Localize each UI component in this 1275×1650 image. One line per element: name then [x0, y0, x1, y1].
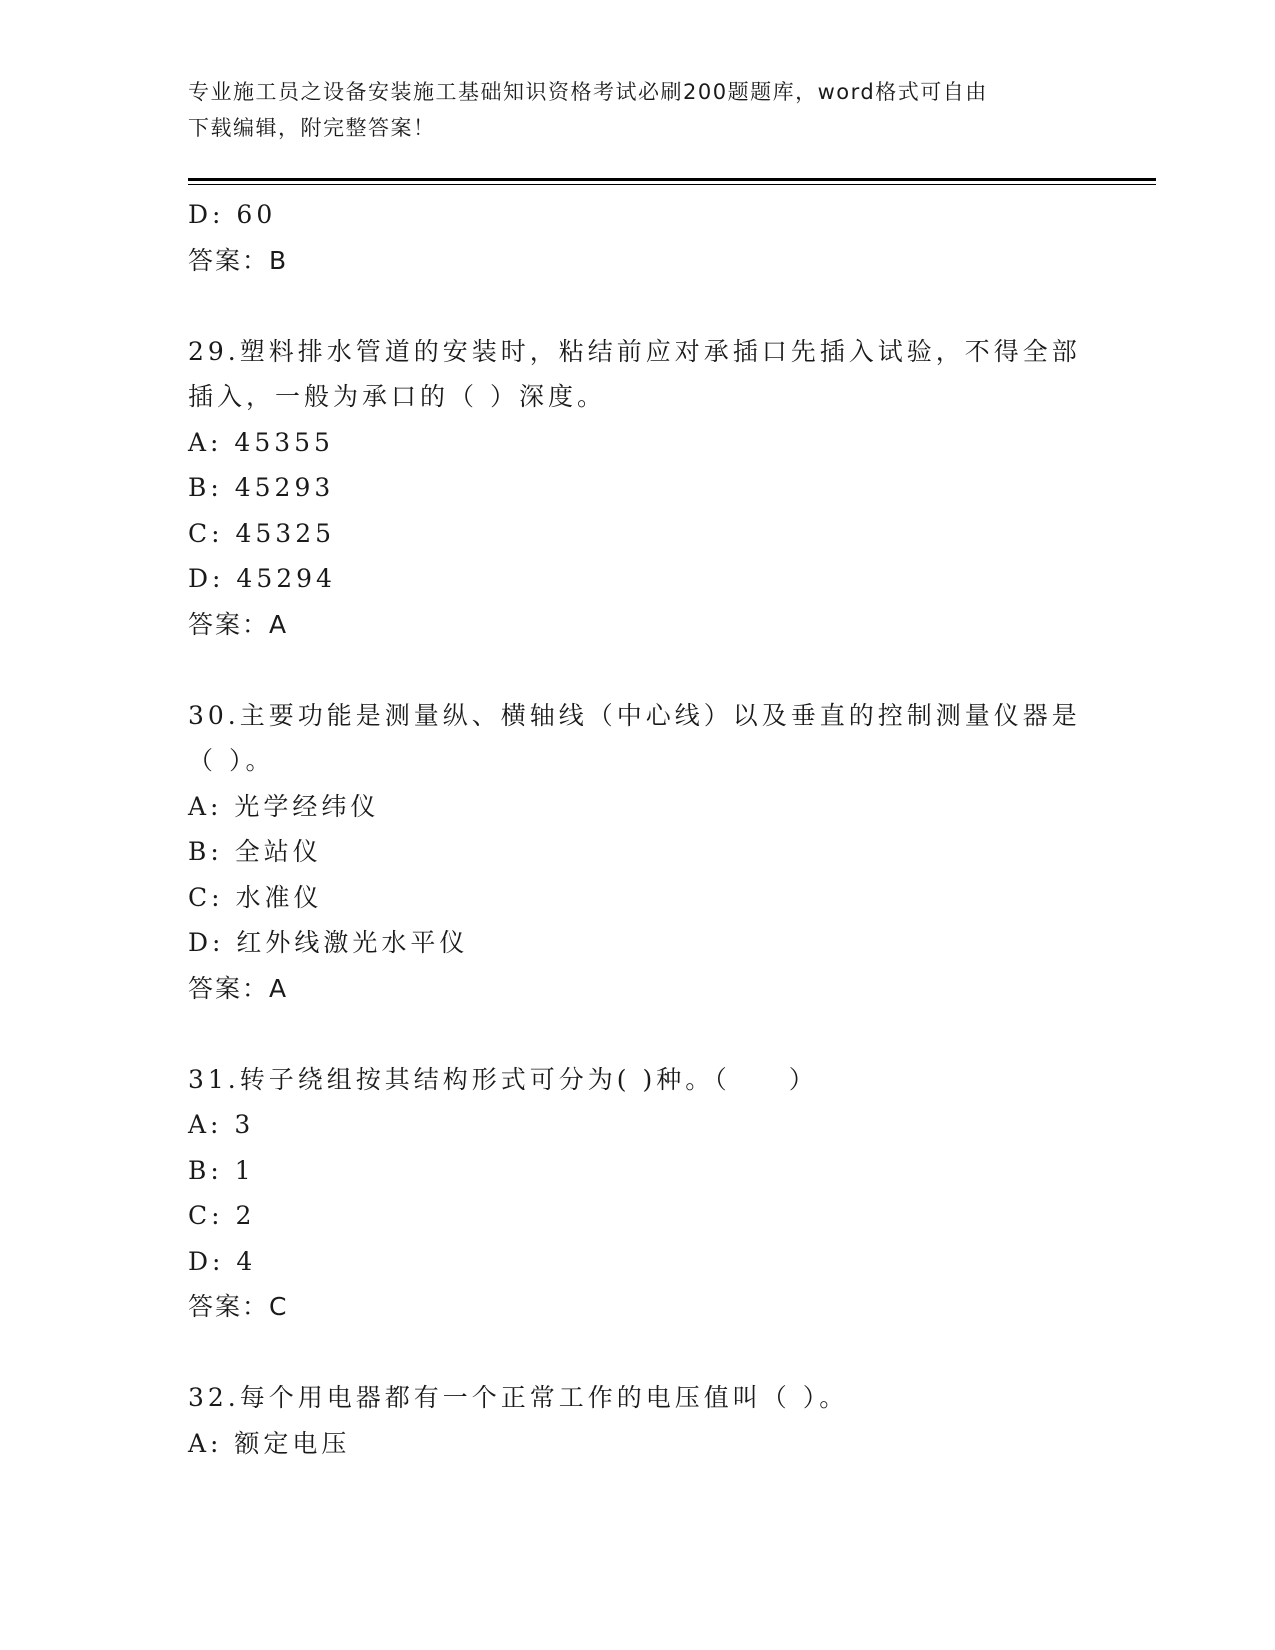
header-divider-thick: [188, 178, 1156, 181]
prev-option-d: D: 60: [188, 200, 277, 229]
option-a: A: 3: [188, 1110, 255, 1139]
option-c: C: 水准仪: [188, 882, 323, 912]
option-b: B: 1: [188, 1155, 255, 1185]
question-32: [188, 1375, 1088, 1466]
option-d: D: 4: [188, 1246, 257, 1276]
answer: 答案：C: [188, 1292, 289, 1321]
question-stem: 30.主要功能是测量纵、横轴线（中心线）以及垂直的控制测量仪器是: [188, 700, 1081, 730]
header-title-line1: 专业施工员之设备安装施工基础知识资格考试必刷200题题库，word格式可自由: [188, 80, 988, 104]
prev-answer: 答案：B: [188, 245, 289, 275]
option-d: D: 45294: [188, 564, 336, 593]
question-29: [188, 329, 1088, 648]
header-divider-thin: [188, 184, 1156, 185]
answer: 答案：A: [188, 609, 289, 639]
spacer: [188, 1011, 1088, 1057]
question-stem: （ ）。: [188, 746, 275, 775]
question-list: [188, 192, 1088, 1466]
spacer: [188, 283, 1088, 329]
option-a: A: 45355: [188, 427, 334, 457]
question-stem: 插入，一般为承口的（ ）深度。: [188, 382, 606, 411]
spacer: [188, 647, 1088, 693]
question-stem: 31.转子绕组按其结构形式可分为( )种。（ ）: [188, 1064, 818, 1094]
question-stem: 29.塑料排水管道的安装时，粘结前应对承插口先插入试验，不得全部: [188, 336, 1081, 366]
option-d: D: 红外线激光水平仪: [188, 928, 469, 957]
question-30: [188, 693, 1088, 1012]
option-c: C: 2: [188, 1201, 256, 1230]
option-b: B: 全站仪: [188, 837, 322, 866]
document-header: [188, 74, 1068, 146]
question-stem: 32.每个用电器都有一个正常工作的电压值叫（ ）。: [188, 1383, 849, 1412]
question-31: [188, 1057, 1088, 1330]
option-a: A: 光学经纬仪: [188, 791, 380, 821]
option-a: A: 额定电压: [188, 1428, 351, 1458]
spacer: [188, 1330, 1088, 1376]
answer: 答案：A: [188, 973, 289, 1003]
header-title-line2: 下载编辑，附完整答案！: [188, 116, 436, 140]
option-b: B: 45293: [188, 473, 335, 502]
option-c: C: 45325: [188, 518, 336, 548]
